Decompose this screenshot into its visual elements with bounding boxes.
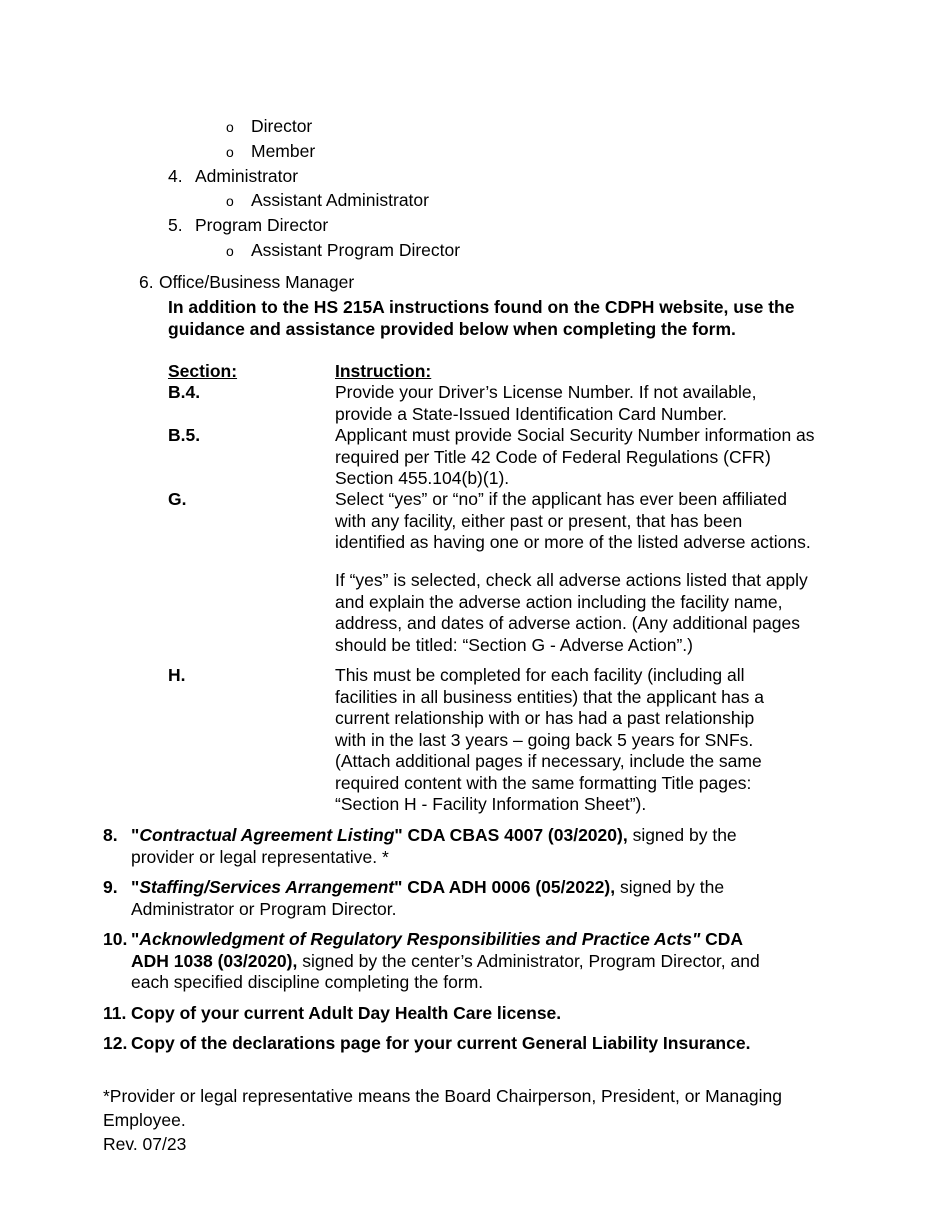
form-code: " CDA CBAS 4007 (03/2020), [394, 825, 628, 845]
instruction-b4 [335, 382, 757, 425]
section-column-header: Section: [168, 361, 238, 381]
instruction-line: address, and dates of adverse action. (Any additional pages [335, 613, 801, 633]
form-code: CDA [700, 929, 744, 949]
form-code: ADH 1038 (03/2020), [131, 950, 298, 971]
bullet-glyph: o [226, 119, 234, 135]
list-number-5: 5. [168, 215, 183, 235]
list-sub-item-member: Member [251, 141, 316, 161]
form-code: " CDA ADH 0006 (05/2022), [394, 877, 616, 897]
item-line: provider or legal representative. * [131, 846, 389, 867]
section-code-b4: B.4. [168, 382, 201, 402]
item-9-staffing-services [131, 877, 724, 920]
intro-paragraph [168, 297, 794, 340]
instruction-line: required per Title 42 Code of Federal Regulations (CFR) [335, 446, 771, 467]
list-number-9: 9. [103, 877, 118, 897]
intro-line: In addition to the HS 215A instructions found on the CDPH website, use the [168, 297, 795, 317]
form-title: Staffing/Services Arrangement [139, 877, 395, 897]
quote: " [131, 877, 140, 897]
list-item-program-director: Program Director [195, 215, 329, 235]
instruction-line: identified as having one or more of the listed adverse actions. [335, 532, 811, 552]
instruction-line: and explain the adverse action including the facility name, [335, 591, 783, 612]
instruction-line: Section 455.104(b)(1). [335, 468, 510, 488]
form-title: Contractual Agreement Listing [139, 825, 395, 845]
item-8-contractual-agreement [131, 825, 737, 868]
list-item-administrator: Administrator [195, 166, 299, 186]
instruction-column-header: Instruction: [335, 361, 432, 381]
instruction-line: current relationship with or has had a past relationship [335, 708, 755, 728]
item-line [131, 825, 737, 847]
section-code-b5: B.5. [168, 425, 201, 445]
instruction-line: Provide your Driver’s License Number. If not available, [335, 382, 757, 402]
list-number-4: 4. [168, 166, 183, 186]
list-sub-item-director: Director [251, 116, 313, 136]
item-text: signed by the [627, 825, 737, 845]
instruction-line: facilities in all business entities) that the applicant has a [335, 686, 764, 707]
footnote [103, 1084, 782, 1132]
list-number-10: 10. [103, 929, 128, 949]
section-code-g: G. [168, 489, 187, 509]
bullet-glyph: o [226, 193, 234, 209]
instruction-line: If “yes” is selected, check all adverse actions listed that apply [335, 570, 808, 590]
list-number-6: 6. [139, 272, 154, 292]
item-line [131, 929, 760, 951]
list-sub-item-assistant-program-director: Assistant Program Director [251, 240, 461, 260]
form-title: Acknowledgment of Regulatory Responsibilities and Practice Acts" [139, 929, 701, 949]
instruction-line: “Section H - Facility Information Sheet”). [335, 794, 647, 814]
quote: " [131, 929, 140, 949]
instruction-b5 [335, 425, 815, 490]
list-item-office-business-manager: Office/Business Manager [159, 272, 355, 292]
bullet-glyph: o [226, 243, 234, 259]
instruction-line: should be titled: “Section G - Adverse Action”.) [335, 634, 693, 655]
item-10-acknowledgment [131, 929, 760, 994]
item-line [131, 877, 724, 899]
revision-date: Rev. 07/23 [103, 1134, 187, 1154]
instruction-g-continued [335, 570, 808, 656]
instruction-h [335, 665, 764, 816]
instruction-line: Applicant must provide Social Security Number information as [335, 425, 815, 445]
item-line [131, 951, 760, 973]
section-code-h: H. [168, 665, 186, 685]
list-number-11: 11. [103, 1003, 127, 1023]
instruction-line: required content with the same formatting Title pages: [335, 772, 752, 793]
list-number-12: 12. [103, 1033, 128, 1053]
bullet-glyph: o [226, 144, 234, 160]
intro-line: guidance and assistance provided below when completing the form. [168, 318, 736, 339]
instruction-line: provide a State-Issued Identification Card Number. [335, 403, 728, 424]
item-line: Administrator or Program Director. [131, 898, 397, 919]
footnote-line: Employee. [103, 1110, 186, 1130]
footnote-line: *Provider or legal representative means the Board Chairperson, President, or Managing [103, 1086, 782, 1106]
instruction-line: Select “yes” or “no” if the applicant has ever been affiliated [335, 489, 788, 509]
list-number-8: 8. [103, 825, 118, 845]
item-text: signed by the center’s Administrator, Program Director, and [297, 950, 760, 971]
instruction-g [335, 489, 811, 554]
instruction-line: This must be completed for each facility (including all [335, 665, 745, 685]
item-11-license-copy: Copy of your current Adult Day Health Care license. [131, 1003, 562, 1023]
item-12-insurance-copy: Copy of the declarations page for your current General Liability Insurance. [131, 1033, 751, 1053]
list-sub-item-assistant-administrator: Assistant Administrator [251, 190, 429, 210]
quote: " [131, 825, 140, 845]
instruction-line: with any facility, either past or present, that has been [335, 510, 743, 531]
item-text: signed by the [615, 877, 725, 897]
instruction-line: with in the last 3 years – going back 5 years for SNFs. [335, 729, 754, 750]
item-line: each specified discipline completing the form. [131, 972, 484, 992]
instruction-line: (Attach additional pages if necessary, include the same [335, 751, 762, 771]
